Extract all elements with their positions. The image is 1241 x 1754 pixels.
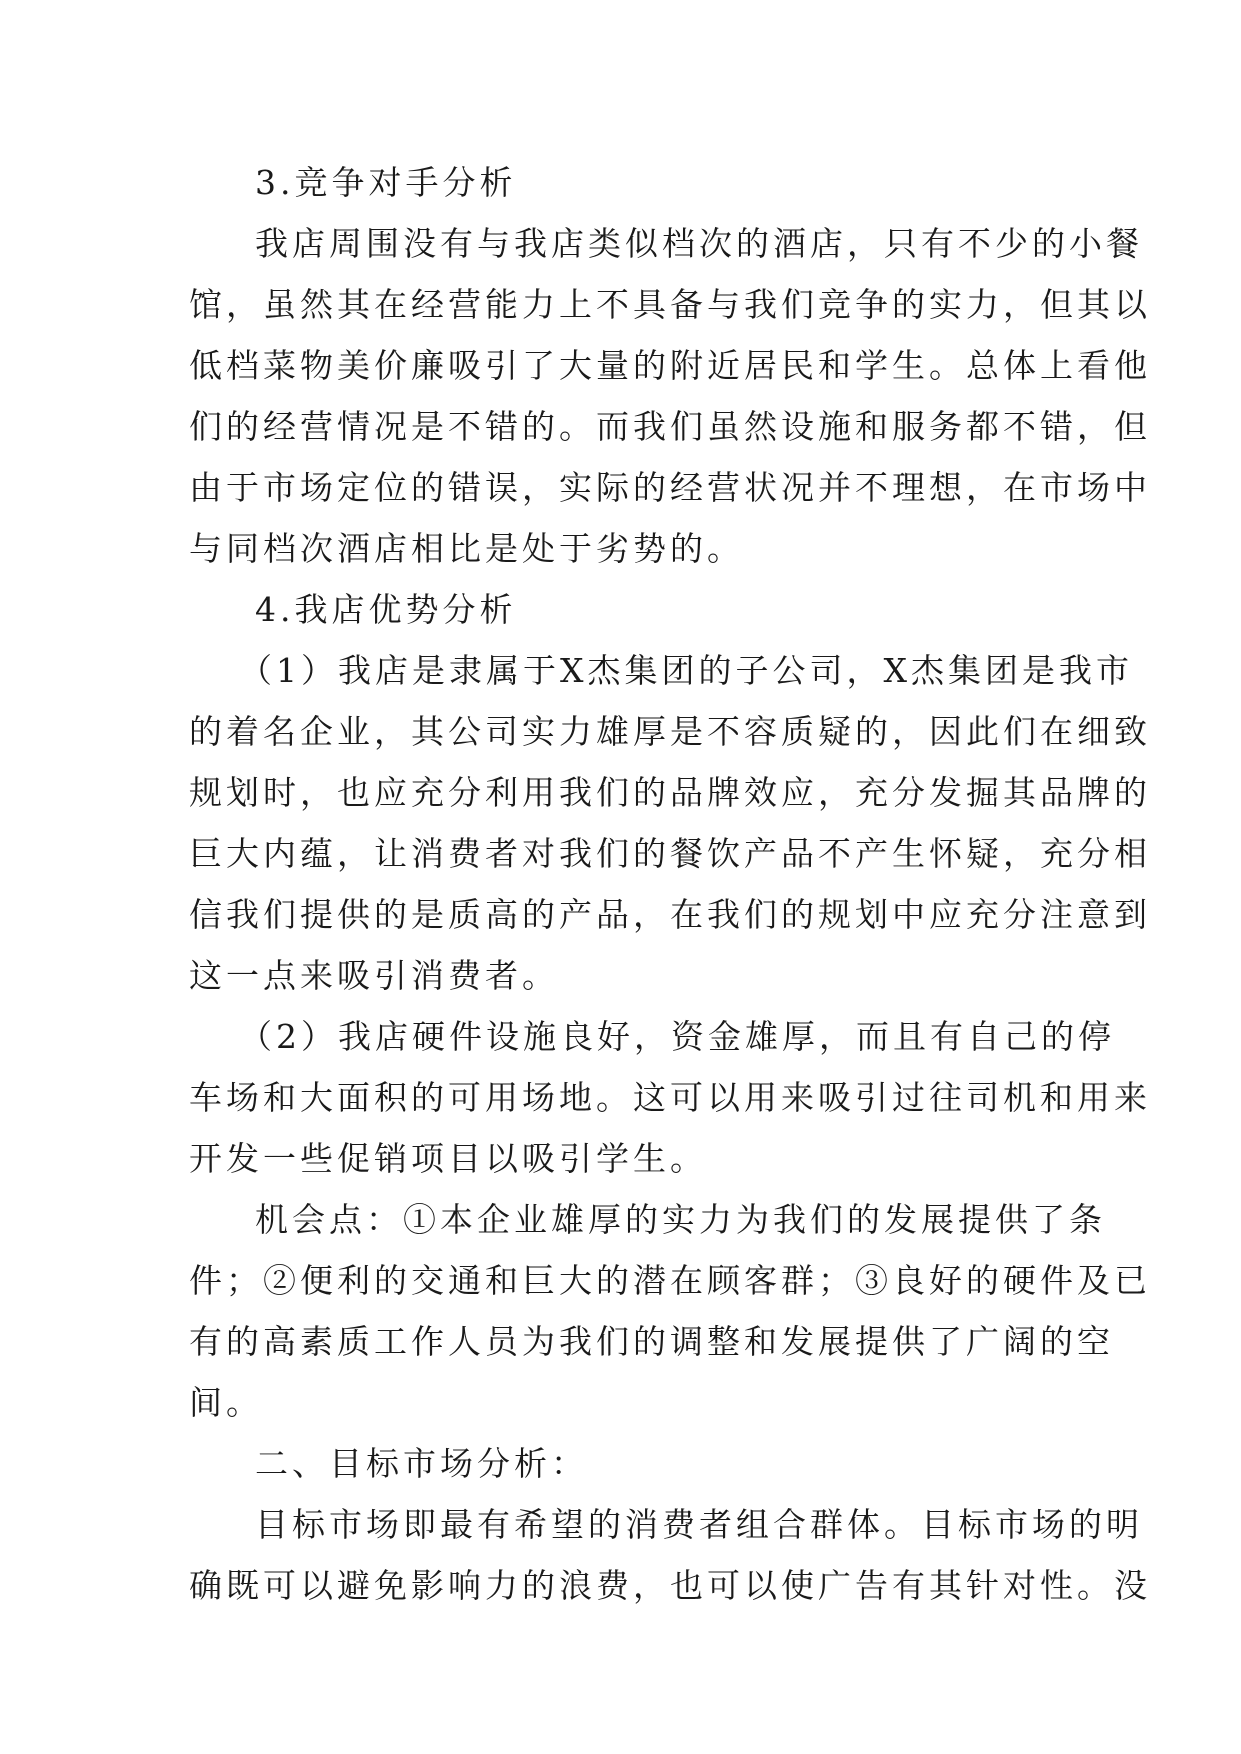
text-line: 由于市场定位的错误，实际的经营状况并不理想，在市场中 (189, 468, 1151, 507)
text-line: 馆，虽然其在经营能力上不具备与我们竞争的实力，但其以 (189, 285, 1151, 324)
text-line: 目标市场即最有希望的消费者组合群体。目标市场的明 (255, 1505, 1143, 1544)
text-line: 低档菜物美价廉吸引了大量的附近居民和学生。总体上看他 (189, 346, 1151, 385)
text-line: 与同档次酒店相比是处于劣势的。 (189, 529, 744, 568)
document-body (189, 152, 1151, 1616)
text-line: 的着名企业，其公司实力雄厚是不容质疑的，因此们在细致 (189, 712, 1151, 751)
text-line: 车场和大面积的可用场地。这可以用来吸引过往司机和用来 (189, 1078, 1151, 1117)
text-line: 规划时，也应充分利用我们的品牌效应，充分发掘其品牌的 (189, 773, 1151, 812)
text-line: 这一点来吸引消费者。 (189, 956, 559, 995)
text-line: 开发一些促销项目以吸引学生。 (189, 1139, 707, 1178)
text-line: 有的高素质工作人员为我们的调整和发展提供了广阔的空 (189, 1322, 1114, 1361)
text-line: 间。 (189, 1383, 263, 1422)
section-heading-target-market: 二、目标市场分析： (255, 1444, 588, 1483)
section-heading-advantage-analysis: 4.我店优势分析 (255, 590, 517, 629)
text-line: 巨大内蕴，让消费者对我们的餐饮产品不产生怀疑，充分相 (189, 834, 1151, 873)
paragraph-advantage-1 (189, 640, 1151, 1006)
text-line: （1）我店是隶属于X杰集团的子公司，X杰集团是我市 (239, 651, 1133, 690)
text-line: 件；②便利的交通和巨大的潜在顾客群；③良好的硬件及已 (189, 1261, 1151, 1300)
text-line: 信我们提供的是质高的产品，在我们的规划中应充分注意到 (189, 895, 1151, 934)
text-line: 确既可以避免影响力的浪费，也可以使广告有其针对性。没 (189, 1566, 1151, 1605)
text-line: 机会点：①本企业雄厚的实力为我们的发展提供了条 (255, 1200, 1106, 1239)
paragraph-competitor-analysis (189, 213, 1151, 579)
paragraph-target-market (189, 1494, 1151, 1616)
paragraph-advantage-2 (189, 1006, 1151, 1189)
section-heading-competitor-analysis: 3.竞争对手分析 (255, 163, 517, 202)
text-line: （2）我店硬件设施良好，资金雄厚，而且有自己的停 (239, 1017, 1115, 1056)
text-line: 们的经营情况是不错的。而我们虽然设施和服务都不错，但 (189, 407, 1151, 446)
paragraph-opportunities (189, 1189, 1151, 1433)
text-line: 我店周围没有与我店类似档次的酒店，只有不少的小餐 (255, 224, 1143, 263)
